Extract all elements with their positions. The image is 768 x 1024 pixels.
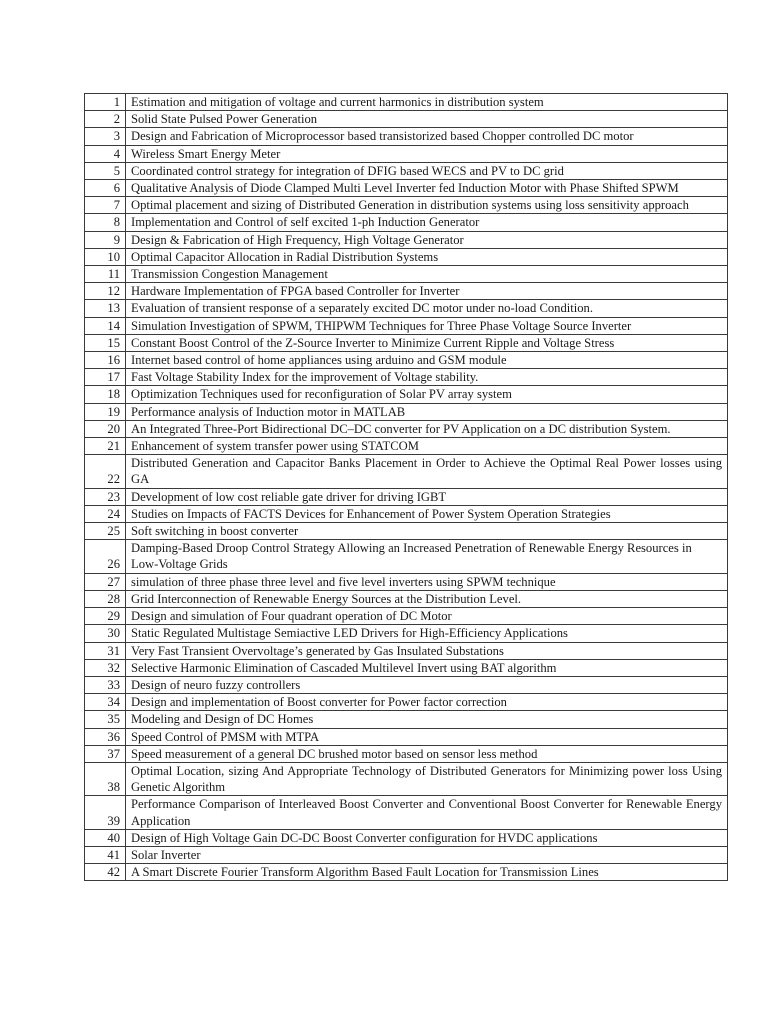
project-title: Development of low cost reliable gate driver for driving IGBT — [126, 488, 728, 505]
project-title: Evaluation of transient response of a separately excited DC motor under no-load Condition. — [126, 300, 728, 317]
project-titles-table — [84, 93, 728, 881]
project-title: Solid State Pulsed Power Generation — [126, 111, 728, 128]
row-number: 17 — [85, 369, 126, 386]
table-row — [85, 386, 728, 403]
row-number: 2 — [85, 111, 126, 128]
row-number: 19 — [85, 403, 126, 420]
row-number: 31 — [85, 642, 126, 659]
row-number: 11 — [85, 266, 126, 283]
table-row — [85, 334, 728, 351]
table-row — [85, 488, 728, 505]
row-number: 6 — [85, 180, 126, 197]
project-title: Internet based control of home appliances using arduino and GSM module — [126, 352, 728, 369]
row-number: 4 — [85, 145, 126, 162]
project-title: Hardware Implementation of FPGA based Controller for Inverter — [126, 283, 728, 300]
project-title: An Integrated Three-Port Bidirectional DC–DC converter for PV Application on a DC distribution System. — [126, 420, 728, 437]
table-row — [85, 231, 728, 248]
project-title: Solar Inverter — [126, 846, 728, 863]
project-title: Design & Fabrication of High Frequency, High Voltage Generator — [126, 231, 728, 248]
row-number: 34 — [85, 694, 126, 711]
project-title: Fast Voltage Stability Index for the improvement of Voltage stability. — [126, 369, 728, 386]
project-title: Estimation and mitigation of voltage and current harmonics in distribution system — [126, 94, 728, 111]
row-number: 30 — [85, 625, 126, 642]
project-title: Studies on Impacts of FACTS Devices for Enhancement of Power System Operation Strategies — [126, 505, 728, 522]
table-row — [85, 403, 728, 420]
project-title: Optimal Location, sizing And Appropriate Technology of Distributed Generators for Minimizing power loss Using Genetic Algorithm — [126, 762, 728, 795]
project-title: Coordinated control strategy for integration of DFIG based WECS and PV to DC grid — [126, 162, 728, 179]
table-row — [85, 864, 728, 881]
project-title: Grid Interconnection of Renewable Energy Sources at the Distribution Level. — [126, 590, 728, 607]
table-row — [85, 625, 728, 642]
table-row — [85, 659, 728, 676]
project-title: Modeling and Design of DC Homes — [126, 711, 728, 728]
table-row — [85, 523, 728, 540]
table-row — [85, 128, 728, 145]
row-number: 10 — [85, 248, 126, 265]
table-row — [85, 846, 728, 863]
table-row — [85, 540, 728, 573]
row-number: 36 — [85, 728, 126, 745]
table-row — [85, 317, 728, 334]
table-row — [85, 505, 728, 522]
row-number: 41 — [85, 846, 126, 863]
project-title: Optimal placement and sizing of Distributed Generation in distribution systems using loss sensitivity approach — [126, 197, 728, 214]
row-number: 33 — [85, 676, 126, 693]
project-title: Optimal Capacitor Allocation in Radial Distribution Systems — [126, 248, 728, 265]
project-title: Optimization Techniques used for reconfiguration of Solar PV array system — [126, 386, 728, 403]
table-body — [85, 94, 728, 881]
row-number: 24 — [85, 505, 126, 522]
project-title: Design and simulation of Four quadrant operation of DC Motor — [126, 608, 728, 625]
row-number: 8 — [85, 214, 126, 231]
project-title: Simulation Investigation of SPWM, THIPWM Techniques for Three Phase Voltage Source Inverter — [126, 317, 728, 334]
table-row — [85, 573, 728, 590]
row-number: 42 — [85, 864, 126, 881]
row-number: 18 — [85, 386, 126, 403]
project-title: Distributed Generation and Capacitor Banks Placement in Order to Achieve the Optimal Real Power losses using GA — [126, 455, 728, 488]
table-row — [85, 676, 728, 693]
row-number: 32 — [85, 659, 126, 676]
row-number: 15 — [85, 334, 126, 351]
table-row — [85, 352, 728, 369]
project-title: Performance analysis of Induction motor in MATLAB — [126, 403, 728, 420]
table-row — [85, 745, 728, 762]
row-number: 3 — [85, 128, 126, 145]
row-number: 7 — [85, 197, 126, 214]
table-row — [85, 214, 728, 231]
table-row — [85, 829, 728, 846]
project-title: Selective Harmonic Elimination of Cascaded Multilevel Invert using BAT algorithm — [126, 659, 728, 676]
table-row — [85, 438, 728, 455]
project-title: Speed measurement of a general DC brushed motor based on sensor less method — [126, 745, 728, 762]
row-number: 9 — [85, 231, 126, 248]
row-number: 40 — [85, 829, 126, 846]
table-row — [85, 694, 728, 711]
table-row — [85, 197, 728, 214]
row-number: 37 — [85, 745, 126, 762]
project-title: Damping-Based Droop Control Strategy Allowing an Increased Penetration of Renewable Energy Resources in Low-Voltage Grids — [126, 540, 728, 573]
table-row — [85, 162, 728, 179]
project-title: Design of neuro fuzzy controllers — [126, 676, 728, 693]
row-number: 22 — [85, 455, 126, 488]
row-number: 28 — [85, 590, 126, 607]
row-number: 12 — [85, 283, 126, 300]
project-title: Qualitative Analysis of Diode Clamped Multi Level Inverter fed Induction Motor with Phase Shifted SPWM — [126, 180, 728, 197]
project-title: Speed Control of PMSM with MTPA — [126, 728, 728, 745]
project-title: Static Regulated Multistage Semiactive LED Drivers for High-Efficiency Applications — [126, 625, 728, 642]
table-row — [85, 590, 728, 607]
table-row — [85, 94, 728, 111]
table-row — [85, 608, 728, 625]
table-row — [85, 711, 728, 728]
project-title: Design and Fabrication of Microprocessor based transistorized based Chopper controlled DC motor — [126, 128, 728, 145]
project-title: Transmission Congestion Management — [126, 266, 728, 283]
table-row — [85, 642, 728, 659]
table-row — [85, 283, 728, 300]
row-number: 5 — [85, 162, 126, 179]
project-title: Design of High Voltage Gain DC-DC Boost Converter configuration for HVDC applications — [126, 829, 728, 846]
row-number: 38 — [85, 762, 126, 795]
row-number: 27 — [85, 573, 126, 590]
table-row — [85, 420, 728, 437]
table-row — [85, 369, 728, 386]
project-title: Very Fast Transient Overvoltage’s generated by Gas Insulated Substations — [126, 642, 728, 659]
table-row — [85, 300, 728, 317]
project-title: Performance Comparison of Interleaved Boost Converter and Conventional Boost Converter for Renewable Energy Application — [126, 796, 728, 829]
row-number: 1 — [85, 94, 126, 111]
row-number: 23 — [85, 488, 126, 505]
table-row — [85, 111, 728, 128]
project-title: Enhancement of system transfer power using STATCOM — [126, 438, 728, 455]
table-row — [85, 762, 728, 795]
row-number: 25 — [85, 523, 126, 540]
row-number: 29 — [85, 608, 126, 625]
project-title: Wireless Smart Energy Meter — [126, 145, 728, 162]
row-number: 16 — [85, 352, 126, 369]
row-number: 14 — [85, 317, 126, 334]
row-number: 21 — [85, 438, 126, 455]
row-number: 13 — [85, 300, 126, 317]
table-row — [85, 248, 728, 265]
project-title: Soft switching in boost converter — [126, 523, 728, 540]
project-title: A Smart Discrete Fourier Transform Algorithm Based Fault Location for Transmission Lines — [126, 864, 728, 881]
project-title: Implementation and Control of self excited 1-ph Induction Generator — [126, 214, 728, 231]
table-row — [85, 728, 728, 745]
table-row — [85, 266, 728, 283]
table-row — [85, 180, 728, 197]
project-title: Constant Boost Control of the Z-Source Inverter to Minimize Current Ripple and Voltage Stress — [126, 334, 728, 351]
row-number: 26 — [85, 540, 126, 573]
row-number: 35 — [85, 711, 126, 728]
project-title: simulation of three phase three level and five level inverters using SPWM technique — [126, 573, 728, 590]
table-row — [85, 145, 728, 162]
table-row — [85, 796, 728, 829]
project-title: Design and implementation of Boost converter for Power factor correction — [126, 694, 728, 711]
row-number: 39 — [85, 796, 126, 829]
row-number: 20 — [85, 420, 126, 437]
table-row — [85, 455, 728, 488]
